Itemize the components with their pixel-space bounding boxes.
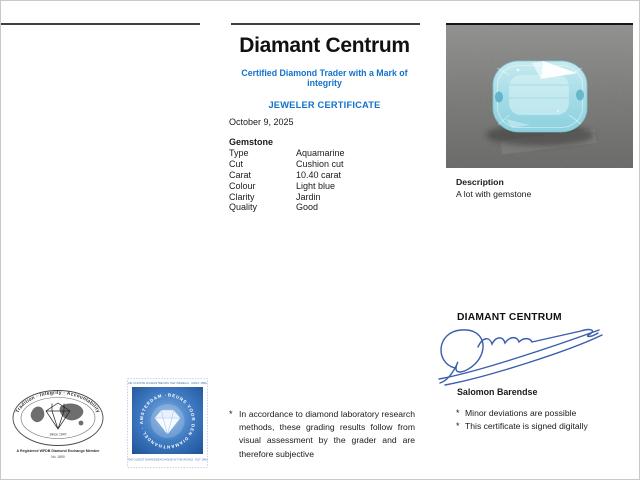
page-subtitle: Certified Diamond Trader with a Mark of integrity xyxy=(241,68,408,88)
asterisk-marker: * xyxy=(456,408,460,418)
gemstone-photo xyxy=(446,23,633,168)
top-rule-left xyxy=(1,23,200,25)
row-value: Light blue xyxy=(296,180,336,191)
row-value: Aquamarine xyxy=(296,148,345,158)
svg-text:No. 1890: No. 1890 xyxy=(51,455,65,459)
table-row xyxy=(229,181,419,192)
disclaimer-note xyxy=(229,408,415,461)
world-map-graphic xyxy=(31,403,84,425)
row-value: 10.40 carat xyxy=(296,169,342,180)
note-text: Minor deviations are possible xyxy=(465,408,577,418)
gemstone-table xyxy=(229,148,419,213)
list-item xyxy=(456,407,636,420)
description-text: A lot with gemstone xyxy=(456,189,532,199)
table-row xyxy=(229,148,419,159)
table-row xyxy=(229,170,419,181)
table-row xyxy=(229,192,419,203)
certificate-type-label: JEWELER CERTIFICATE xyxy=(268,100,381,110)
row-label: Carat xyxy=(229,169,252,180)
svg-text:DE OUDSTE DIAMANTBEURS TER WER: DE OUDSTE DIAMANTBEURS TER WERELD · ANNO 1890 xyxy=(128,380,207,385)
notes-list xyxy=(456,407,636,434)
asterisk-marker: * xyxy=(229,409,233,419)
certificate-date: October 9, 2025 xyxy=(229,117,294,127)
svg-text:Tradition · Integrity · Accoun: Tradition · Integrity · Accountability xyxy=(15,390,101,415)
svg-text:BEURS VOOR DEN DIAMANTHANDEL ·: BEURS VOOR DEN DIAMANTHANDEL · AMSTERDAM · xyxy=(138,392,197,450)
wfdb-seal-icon xyxy=(10,384,107,466)
signer-name: Salomon Barendse xyxy=(457,387,538,397)
table-row xyxy=(229,159,419,170)
table-row xyxy=(229,202,419,213)
disclaimer-text: In accordance to diamond laboratory research methods, these grading results follow from visual assessment by the grader and are therefore subjective xyxy=(239,409,415,459)
note-text: This certificate is signed digitally xyxy=(465,421,588,432)
diamond-bourse-seal-icon xyxy=(127,378,208,468)
row-label: Type xyxy=(229,148,249,158)
top-rule-center xyxy=(231,23,420,25)
page-title: Diamant Centrum xyxy=(239,34,410,57)
row-value: Good xyxy=(296,202,319,213)
description-label: Description xyxy=(456,177,504,187)
row-label: Cut xyxy=(229,158,244,169)
aquamarine-gem xyxy=(493,61,587,132)
svg-text:Since 1947: Since 1947 xyxy=(49,432,67,437)
svg-text:THE OLDEST DIAMONDEXCHANGE IN: THE OLDEST DIAMONDEXCHANGE IN THE WORLD · EST 1890 xyxy=(127,458,208,462)
row-label: Colour xyxy=(229,180,256,191)
row-value: Cushion cut xyxy=(296,158,344,169)
row-label: Clarity xyxy=(229,191,255,202)
asterisk-marker: * xyxy=(456,421,460,432)
signature-icon xyxy=(433,321,607,387)
list-item xyxy=(456,420,636,433)
row-value: Jardin xyxy=(296,191,321,202)
signature-company-label: DIAMANT CENTRUM xyxy=(457,312,562,323)
gemstone-section-title: Gemstone xyxy=(229,137,274,147)
row-label: Quality xyxy=(229,202,258,213)
svg-text:A Registered WFDB Diamond Exch: A Registered WFDB Diamond Exchange Member xyxy=(16,449,100,453)
